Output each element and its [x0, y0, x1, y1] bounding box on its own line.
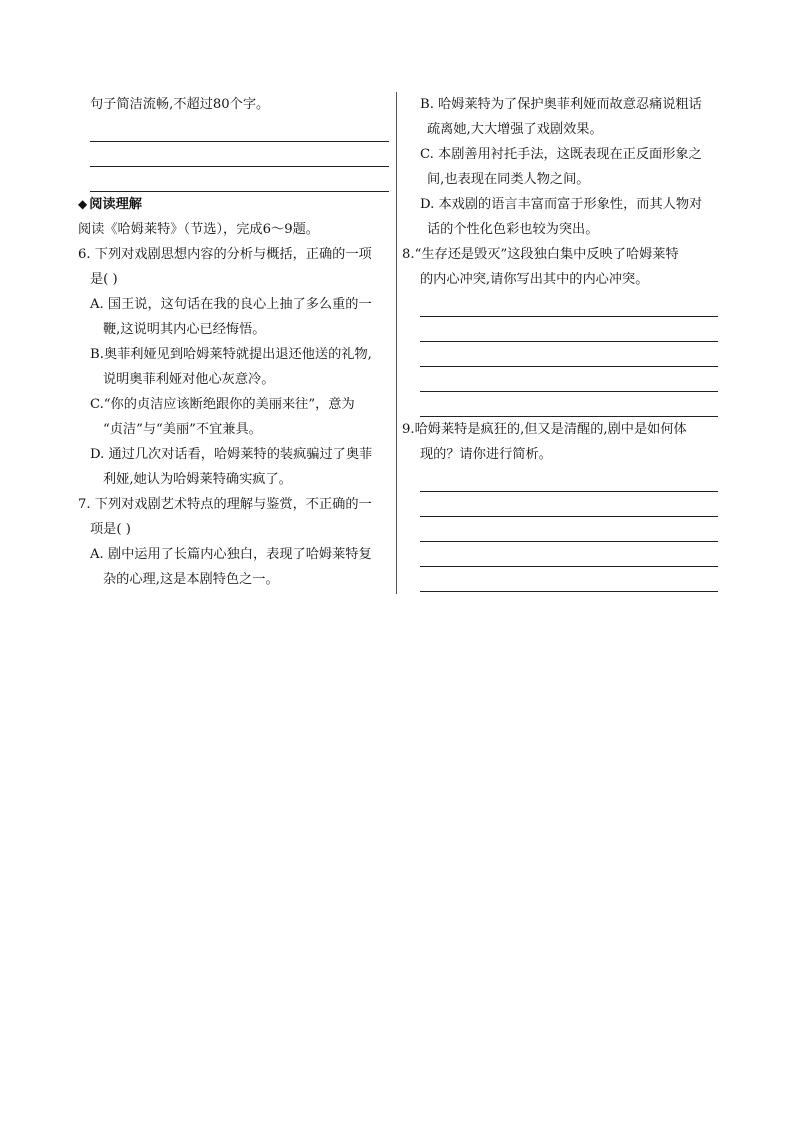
answer-line[interactable] — [420, 567, 718, 592]
question-7-stem-cont: 项是( ) — [90, 522, 131, 537]
question-7-stem: 7. 下列对戏剧艺术特点的理解与鉴赏，不正确的一 — [78, 497, 372, 512]
question-7-option-c-cont: 间,也表现在同类人物之间。 — [427, 172, 590, 187]
answer-line[interactable] — [420, 392, 718, 417]
question-7-option-b-cont: 疏离她,大大增强了戏剧效果。 — [427, 122, 603, 137]
question-7-option-c: C. 本剧善用衬托手法，这既表现在正反面形象之 — [420, 147, 702, 162]
answer-line[interactable] — [420, 317, 718, 342]
section-title: 阅读理解 — [89, 197, 142, 212]
answer-line[interactable] — [90, 167, 389, 192]
answer-line[interactable] — [90, 117, 389, 142]
column-divider — [396, 92, 397, 594]
question-6-option-d: D. 通过几次对话看，哈姆莱特的装疯骗过了奥菲 — [90, 447, 373, 462]
answer-line[interactable] — [420, 492, 718, 517]
question-7-option-a-cont: 杂的心理,这是本剧特色之一。 — [103, 572, 279, 587]
answer-line[interactable] — [420, 542, 718, 567]
question-6-stem-cont: 是( ) — [90, 272, 118, 287]
question-9-stem: 9.哈姆莱特是疯狂的,但又是清醒的,剧中是如何体 — [402, 422, 687, 437]
question-6-option-c-cont: “贞洁”与“美丽”不宜兼具。 — [103, 422, 262, 437]
question-6-option-c: C.“你的贞洁应该断绝跟你的美丽来往”，意为 — [90, 397, 355, 412]
question-6-option-b-cont: 说明奥菲利娅对他心灰意冷。 — [103, 372, 275, 387]
diamond-bullet-icon: ◆ — [78, 197, 88, 211]
left-column — [78, 92, 389, 592]
reading-instruction: 阅读《哈姆莱特》（节选），完成6～9题。 — [78, 222, 319, 237]
question-7-option-a: A. 剧中运用了长篇内心独白，表现了哈姆莱特复 — [90, 547, 372, 562]
answer-line[interactable] — [420, 342, 718, 367]
question-8-stem: 8.“生存还是毁灭”这段独白集中反映了哈姆莱特 — [402, 247, 679, 262]
answer-line[interactable] — [420, 517, 718, 542]
question-6-option-d-cont: 利娅,她认为哈姆莱特确实疯了。 — [103, 472, 292, 487]
question-6-option-b: B.奥菲利娅见到哈姆莱特就提出退还他送的礼物, — [90, 347, 372, 362]
answer-line[interactable] — [90, 142, 389, 167]
question-7-option-b: B. 哈姆莱特为了保护奥菲利娅而故意忍痛说粗话 — [420, 97, 702, 112]
question-6-option-a: A. 国王说，这句话在我的良心上抽了多么重的一 — [90, 297, 372, 312]
intro-line: 句子简洁流畅,不超过80个字。 — [90, 97, 270, 112]
question-6-option-a-cont: 鞭,这说明其内心已经悔悟。 — [103, 322, 266, 337]
right-column — [402, 92, 720, 592]
answer-line[interactable] — [420, 292, 718, 317]
question-7-option-d: D. 本戏剧的语言丰富而富于形象性，而其人物对 — [420, 197, 703, 212]
question-7-option-d-cont: 话的个性化色彩也较为突出。 — [427, 222, 599, 237]
section-heading — [78, 192, 389, 217]
question-6-stem: 6. 下列对戏剧思想内容的分析与概括，正确的一项 — [78, 247, 372, 262]
question-8-stem-cont: 的内心冲突,请你写出其中的内心冲突。 — [420, 272, 649, 287]
answer-line[interactable] — [420, 367, 718, 392]
question-9-stem-cont: 现的？请你进行简析。 — [420, 447, 552, 462]
answer-line[interactable] — [420, 467, 718, 492]
